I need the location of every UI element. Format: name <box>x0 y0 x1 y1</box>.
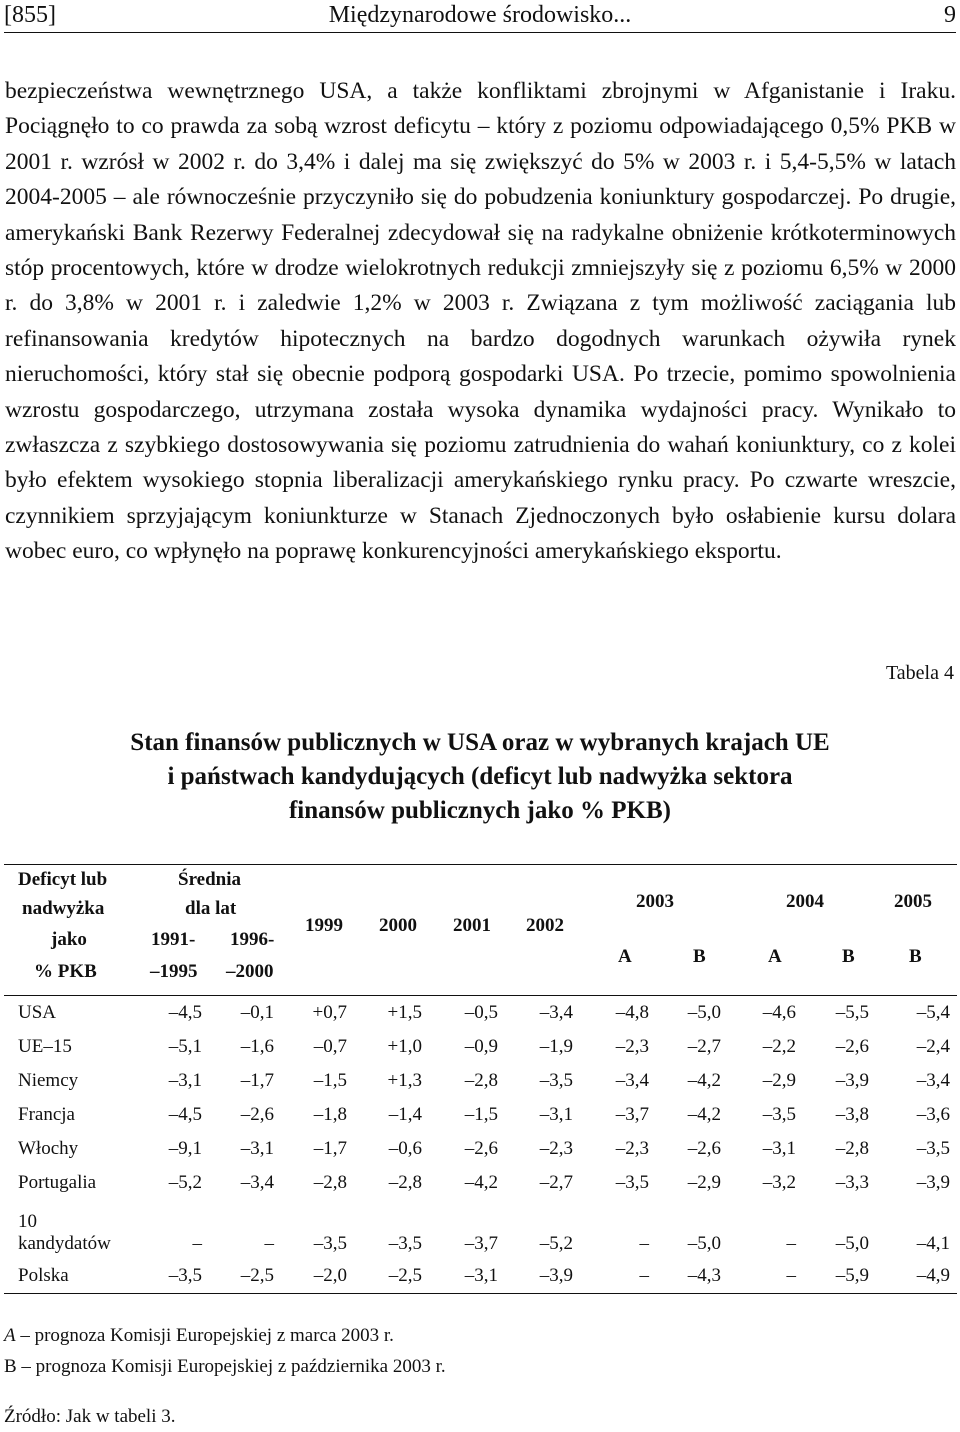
header-year: 2000 <box>379 915 417 936</box>
table-cell: –2,2 <box>762 1035 796 1057</box>
table-cell: –1,5 <box>464 1103 498 1125</box>
table-cell: –5,0 <box>835 1232 869 1254</box>
header-forecast-year: 2004 <box>786 891 824 912</box>
table-title-line: finansów publicznych jako % PKB) <box>288 797 671 824</box>
table-cell: –1,6 <box>240 1035 274 1057</box>
table-cell: –2,6 <box>240 1103 274 1125</box>
table-cell: –2,3 <box>615 1035 649 1057</box>
table-cell: –5,5 <box>835 1001 869 1023</box>
table-cell: –3,1 <box>539 1103 573 1125</box>
table-cell: –1,7 <box>240 1069 274 1091</box>
table-cell: –3,5 <box>388 1232 422 1254</box>
table-cell: –5,0 <box>687 1232 721 1254</box>
table-cell: –4,2 <box>687 1069 721 1091</box>
body-text <box>5 74 956 570</box>
deficit-table <box>4 864 957 1294</box>
header-period-2: 1996- <box>230 929 275 950</box>
header-period-2: –2000 <box>226 961 274 982</box>
table-cell: –2,6 <box>687 1137 721 1159</box>
header-forecast-year: 2003 <box>636 891 674 912</box>
page-reference: [855] <box>4 2 56 28</box>
header-forecast-year: 2005 <box>894 891 932 912</box>
table-cell: –1,8 <box>313 1103 347 1125</box>
header-average-line: dla lat <box>185 898 237 919</box>
row-country-line: kandydatów <box>18 1232 111 1254</box>
table-cell: – <box>786 1232 796 1254</box>
table-cell: –4,5 <box>168 1103 202 1125</box>
table-title-line: Stan finansów publicznych w USA oraz w wybranych krajach UE <box>130 729 830 756</box>
table-cell: –3,5 <box>313 1232 347 1254</box>
table-cell: –3,6 <box>916 1103 950 1125</box>
table-cell: –2,9 <box>687 1171 721 1193</box>
table-cell: – <box>192 1232 202 1254</box>
table-cell: –1,7 <box>313 1137 347 1159</box>
table-cell: –1,4 <box>388 1103 422 1125</box>
header-year: 2001 <box>453 915 491 936</box>
header-first-col-line: jako <box>51 929 87 950</box>
table-row <box>4 1200 957 1260</box>
table-cell: –4,3 <box>687 1265 721 1287</box>
row-country: Francja <box>18 1103 75 1125</box>
header-first-col-line: Deficyt lub <box>18 869 108 890</box>
table-cell: –1,5 <box>313 1069 347 1091</box>
table-cell: –4,6 <box>762 1001 796 1023</box>
table-cell: –3,1 <box>464 1265 498 1287</box>
table-cell: –0,5 <box>464 1001 498 1023</box>
header-first-col-line: nadwyżka <box>22 898 105 919</box>
table-cell: –3,4 <box>539 1001 573 1023</box>
header-average-line: Średnia <box>178 869 242 890</box>
table-cell: –4,2 <box>464 1171 498 1193</box>
table-cell: +1,5 <box>387 1001 422 1023</box>
table-cell: –4,9 <box>916 1265 950 1287</box>
row-country-line: 10 <box>18 1210 37 1232</box>
table-header-row <box>4 865 957 996</box>
table-cell: –3,1 <box>762 1137 796 1159</box>
table-cell: –1,9 <box>539 1035 573 1057</box>
table-cell: –0,6 <box>388 1137 422 1159</box>
table-cell: –0,1 <box>240 1001 274 1023</box>
table-row <box>4 1030 957 1064</box>
table-row <box>4 1064 957 1098</box>
table-cell: +1,0 <box>387 1035 422 1057</box>
header-variant: A <box>768 946 782 967</box>
table-cell: –3,9 <box>539 1265 573 1287</box>
table-row <box>4 1132 957 1166</box>
table-cell: –2,6 <box>835 1035 869 1057</box>
table-cell: – <box>786 1265 796 1287</box>
table-cell: –4,5 <box>168 1001 202 1023</box>
table-cell: –3,4 <box>240 1171 274 1193</box>
row-country: Włochy <box>18 1137 79 1159</box>
table-cell: –3,8 <box>835 1103 869 1125</box>
header-variant: A <box>618 946 632 967</box>
table-label: Tabela 4 <box>885 662 954 684</box>
header-period-1: 1991- <box>151 929 196 950</box>
table-cell: –0,7 <box>313 1035 347 1057</box>
table-cell: –9,1 <box>168 1137 202 1159</box>
table-cell: –3,9 <box>835 1069 869 1091</box>
table-cell: –2,8 <box>313 1171 347 1193</box>
running-title: Międzynarodowe środowisko... <box>328 2 632 28</box>
table-cell: –5,0 <box>687 1001 721 1023</box>
table-row <box>4 1098 957 1132</box>
table-cell: –5,2 <box>539 1232 573 1254</box>
header-variant: B <box>842 946 855 967</box>
table-cell: –3,5 <box>615 1171 649 1193</box>
table-row <box>4 996 957 1030</box>
table-cell: –3,5 <box>762 1103 796 1125</box>
row-country: Niemcy <box>18 1069 79 1091</box>
table-title <box>0 726 960 828</box>
table-cell: –2,8 <box>388 1171 422 1193</box>
table-cell: –3,5 <box>916 1137 950 1159</box>
table-cell: –4,1 <box>916 1232 950 1254</box>
table-cell: –2,5 <box>388 1265 422 1287</box>
table-cell: –3,4 <box>615 1069 649 1091</box>
table-cell: –3,3 <box>835 1171 869 1193</box>
table-cell: –3,2 <box>762 1171 796 1193</box>
table-row <box>4 1166 957 1200</box>
table-cell: – <box>639 1265 649 1287</box>
table-cell: –2,5 <box>240 1265 274 1287</box>
table-cell: –3,4 <box>916 1069 950 1091</box>
table-cell: –3,1 <box>240 1137 274 1159</box>
table-row <box>4 1260 957 1294</box>
table-cell: –5,2 <box>168 1171 202 1193</box>
table-cell: –2,8 <box>835 1137 869 1159</box>
running-header <box>4 0 956 33</box>
table-cell: –5,9 <box>835 1265 869 1287</box>
header-variant: B <box>693 946 706 967</box>
table-cell: –2,4 <box>916 1035 950 1057</box>
table-cell: –2,7 <box>687 1035 721 1057</box>
table-cell: –2,3 <box>615 1137 649 1159</box>
table-cell: –3,9 <box>916 1171 950 1193</box>
table-source: Źródło: Jak w tabeli 3. <box>4 1406 176 1427</box>
table-cell: –2,3 <box>539 1137 573 1159</box>
row-country: Portugalia <box>18 1171 97 1193</box>
header-period-1: –1995 <box>150 961 198 982</box>
table-cell: –5,1 <box>168 1035 202 1057</box>
table-cell: –3,5 <box>168 1265 202 1287</box>
header-year: 1999 <box>305 915 343 936</box>
table-cell: +1,3 <box>387 1069 422 1091</box>
body-paragraph: bezpieczeństwa wewnętrznego USA, a także konfliktami zbrojnymi w Afganistanie i Iraku. Pociągnęło to co prawda za sobą wzrost deficytu – który z poziomu odpowiadającego 0,5% PKB w 2001 r. wzrósł w 2002 r. do 3,4% i dalej ma się zwiększyć do 5% w 2003 r. i 5,4-5,5% w latach 2004-2005 – ale równocześnie przyczyniło się do pobudzenia koniunktury gospodarczej. Po drugie, amerykański Bank Rezerwy Federalnej zdecydował się na radykalne obniżenie krótkoterminowych stóp procentowych, które w drodze wielokrotnych redukcji zmniejszyły się z poziomu 6,5% w 2000 r. do 3,8% w 2001 r. i zaledwie 1,2% w 2003 r. Związana z tym możliwość zaciągania lub refinansowania kredytów hipotecznych na bardzo dogodnych warunkach ożywiła rynek nieruchomości, który stał się obecnie podporą gospodarki USA. Po trzecie, pomimo spowolnienia wzrostu gospodarczego, utrzymana została wysoka dynamika wydajności pracy. Wynikało to zwłaszcza z szybkiego dostosowywania się poziomu zatrudnienia do wahań koniunktury, co z kolei było efektem wysokiego stopnia liberalizacji amerykańskiego rynku pracy. Po czwarte wreszcie, czynnikiem sprzyjającym koniunkturze w Stanach Zjednoczonych było osłabienie kursu dolara wobec euro, co wpłynęło na poprawę konkurencyjności amerykańskiego eksportu. <box>5 78 956 565</box>
table-cell: –4,8 <box>615 1001 649 1023</box>
header-variant: B <box>909 946 922 967</box>
table-cell: –0,9 <box>464 1035 498 1057</box>
table-footnotes <box>4 1320 446 1382</box>
table-cell: –3,5 <box>539 1069 573 1091</box>
table-cell: –2,8 <box>464 1069 498 1091</box>
row-country <box>4 1200 134 1260</box>
table-cell: –2,7 <box>539 1171 573 1193</box>
row-country: Polska <box>18 1265 69 1287</box>
table-cell: +0,7 <box>312 1001 347 1023</box>
table-cell: –5,4 <box>916 1001 950 1023</box>
table-cell: –2,6 <box>464 1137 498 1159</box>
header-year: 2002 <box>526 915 564 936</box>
page-number: 9 <box>944 2 956 28</box>
table-cell: –4,2 <box>687 1103 721 1125</box>
table-cell: – <box>639 1232 649 1254</box>
table-cell: –3,1 <box>168 1069 202 1091</box>
table-cell: –2,9 <box>762 1069 796 1091</box>
row-country: UE–15 <box>18 1035 72 1057</box>
table-title-line: i państwach kandydujących (deficyt lub nadwyżka sektora <box>167 763 793 790</box>
table-cell: –3,7 <box>615 1103 649 1125</box>
header-first-col-line: % PKB <box>34 961 97 982</box>
table-cell: –3,7 <box>464 1232 498 1254</box>
table-cell: –2,0 <box>313 1265 347 1287</box>
footnote-a-text: – prognoza Komisji Europejskiej z marca 2003 r. <box>15 1325 394 1346</box>
footnote-a-letter: A <box>4 1325 16 1346</box>
table-header <box>4 865 957 995</box>
footnote-a <box>4 1320 446 1351</box>
row-country: USA <box>18 1001 57 1023</box>
footnote-b: B – prognoza Komisji Europejskiej z października 2003 r. <box>4 1356 446 1377</box>
table-cell: – <box>264 1232 274 1254</box>
